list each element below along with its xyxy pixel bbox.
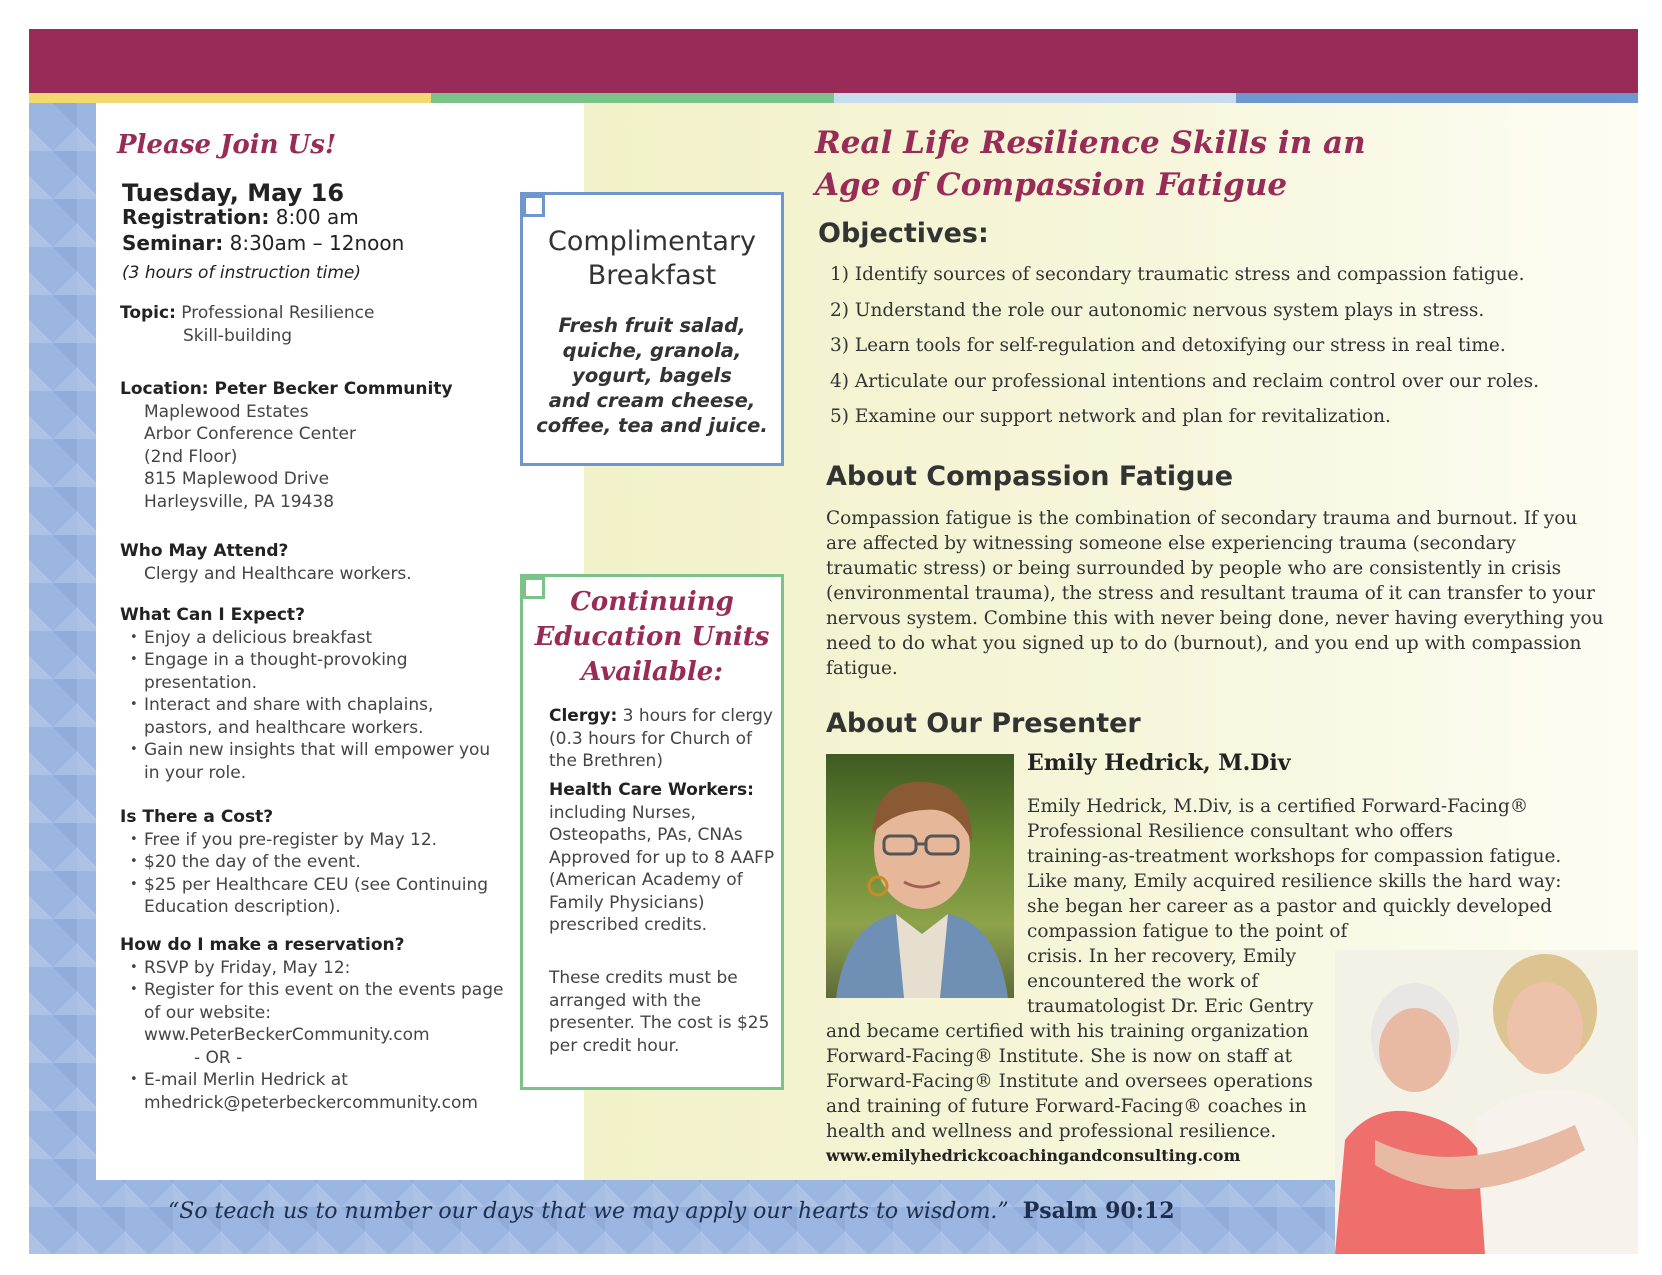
list-item: • Free if you pre-register by May 12.: [130, 829, 500, 852]
event-date: Tuesday, May 16: [122, 179, 345, 207]
presenter-name: Emily Hedrick, M.Div: [1027, 750, 1291, 776]
presenter-bio-part2: and became certified with his training organization Forward-Facing® Institute. She is now on staff at Forward-Facing® Institute and oversees operations and training of future Forward-Facing® coaches in health and wellness and professional resilience.: [826, 1021, 1313, 1142]
instruction-time: (3 hours of instruction time): [122, 263, 361, 283]
registration-time: Registration: 8:00 am: [122, 205, 359, 229]
presenter-website-link[interactable]: www.emilyhedrickcoachingandconsulting.com: [826, 1146, 1241, 1165]
attend-block: Who May Attend? Clergy and Healthcare workers.: [120, 541, 412, 584]
presenter-bio-part1: Emily Hedrick, M.Div, is a certified Forward-Facing® Professional Resilience consultant who offers training-as-treatment workshops for compassion fatigue. Like many, Emily acquired resilience skills the hard way: she began her career as a pastor and quickly developed compassion fatigue to the point of crisis. In her recovery, Emily encountered the work of traumatologist Dr. Eric Gentry: [1027, 796, 1562, 1017]
ceu-clergy: Clergy: 3 hours for clergy (0.3 hours for Church of the Brethren): [549, 706, 773, 771]
scripture-quote: “So teach us to number our days that we may apply our hearts to wisdom.” Psalm 90:12: [168, 1198, 1175, 1224]
please-join-heading: Please Join Us!: [117, 130, 337, 160]
list-item: • E-mail Merlin Hedrick at: [130, 1069, 510, 1092]
main-title: Real Life Resilience Skills in an Age of Compassion Fatigue: [815, 125, 1366, 203]
list-item: 2) Understand the role our autonomic nervous system plays in stress.: [830, 299, 1485, 321]
objectives-list: [830, 264, 1539, 442]
presenter-heading: About Our Presenter: [826, 708, 1141, 739]
email-link[interactable]: mhedrick@peterbeckercommunity.com: [144, 1092, 478, 1113]
list-item: • Register for this event on the events page of our website:: [130, 979, 510, 1024]
ceu-note: These credits must be arranged with the presenter. The cost is $25 per credit hour.: [549, 968, 770, 1056]
breakfast-title: Complimentary Breakfast: [547, 226, 757, 291]
list-item: • $25 per Healthcare CEU (see Continuing Education description).: [130, 874, 500, 919]
breakfast-box: [520, 192, 784, 466]
presenter-photo: [826, 754, 1014, 998]
seminar-time: Seminar: 8:30am – 12noon: [122, 231, 405, 255]
list-item: 4) Articulate our professional intentions and reclaim control over our roles.: [830, 370, 1539, 392]
expect-block: What Can I Expect? • Enjoy a delicious breakfast • Engage in a thought-provoking presentation. • Interact and share with chaplains, pastors, and healthcare workers. • Gain new insights that will empower you in your role.: [120, 604, 500, 784]
ceu-box: [520, 574, 784, 1090]
ceu-health-care: Health Care Workers: including Nurses, Osteopaths, PAs, CNAs Approved for up to 8 AAFP (American Academy of Family Physicians) prescribed credits.: [549, 780, 775, 935]
about-cf-heading: About Compassion Fatigue: [826, 461, 1234, 492]
location-block: Location: Peter Becker Community Maplewood Estates Arbor Conference Center (2nd Floor) 815 Maplewood Drive Harleysville, PA 19438: [120, 379, 453, 512]
list-item: • Engage in a thought-provoking presentation.: [130, 649, 500, 694]
list-item: 5) Examine our support network and plan for revitalization.: [830, 406, 1391, 427]
list-item: • RSVP by Friday, May 12:: [130, 957, 510, 980]
objectives-heading: Objectives:: [818, 218, 989, 249]
two-women-photo: [1335, 950, 1638, 1254]
list-item: • Enjoy a delicious breakfast: [130, 627, 500, 650]
list-item: 3) Learn tools for self-regulation and detoxifying our stress in real time.: [830, 335, 1506, 356]
list-item: • Gain new insights that will empower you in your role.: [130, 739, 500, 784]
topic-block: Topic: Professional Resilience Skill-building: [120, 303, 375, 346]
color-stripes: [29, 93, 1638, 103]
list-item: 1) Identify sources of secondary traumatic stress and compassion fatigue.: [830, 264, 1525, 285]
website-link[interactable]: www.PeterBeckerCommunity.com: [144, 1025, 430, 1045]
breakfast-menu: Fresh fruit salad, quiche, granola, yogurt, bagels and cream cheese, coffee, tea and juice.: [536, 314, 768, 437]
ceu-title: Continuing Education Units Available:: [534, 587, 770, 687]
list-item: • Interact and share with chaplains, pastors, and healthcare workers.: [130, 694, 500, 739]
reservation-block: How do I make a reservation? • RSVP by Friday, May 12: • Register for this event on the events page of our website: www.PeterBeckerCommunity.com - OR - • E-mail Merlin Hedrick at mhedrick@peterbeckercommunity.com: [120, 934, 510, 1114]
top-color-bar: [29, 29, 1638, 93]
cost-block: Is There a Cost? • Free if you pre-register by May 12. • $20 the day of the event. • $25 per Healthcare CEU (see Continuing Education description).: [120, 806, 500, 919]
list-item: • $20 the day of the event.: [130, 851, 500, 874]
about-cf-text: Compassion fatigue is the combination of secondary trauma and burnout. If you are affected by witnessing someone else experiencing trauma (secondary traumatic stress) or being surrounded by people who are consistently in crisis (environmental trauma), the stress and resultant trauma of it can transfer to your nervous system. Combine this with never being done, never having everything you need to do what you signed up to do (burnout), and you end up with compassion fatigue.: [826, 508, 1604, 679]
